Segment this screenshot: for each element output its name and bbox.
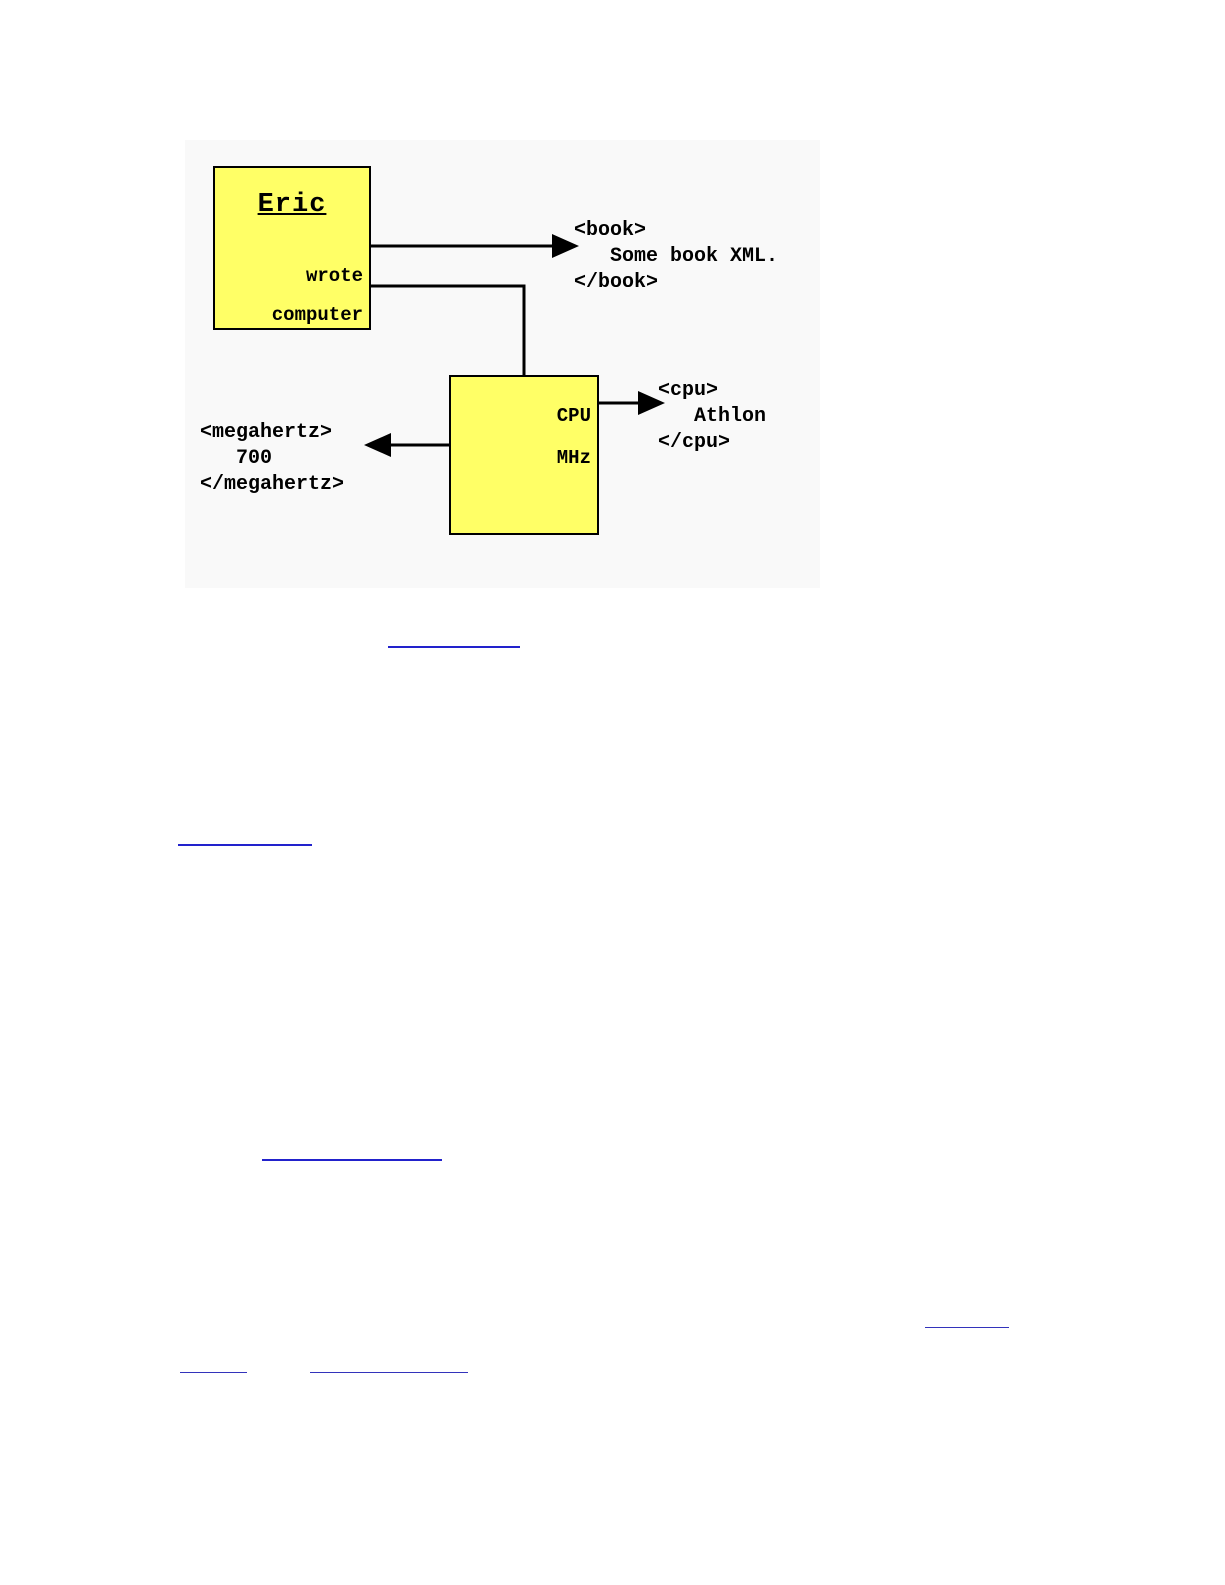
xml-block-book: <book> Some book XML. </book> xyxy=(574,219,779,294)
document-link-1[interactable] xyxy=(388,646,520,648)
document-link-4[interactable] xyxy=(925,1327,1009,1328)
xml-block-megahertz: <megahertz> 700 </megahertz> xyxy=(200,421,345,496)
node-eric-field-computer: computer xyxy=(271,304,363,326)
document-link-5[interactable] xyxy=(180,1372,247,1373)
diagram-figure xyxy=(185,140,820,588)
node-eric xyxy=(213,166,371,330)
document-link-2[interactable] xyxy=(178,844,312,846)
document-link-3[interactable] xyxy=(262,1159,442,1161)
node-eric-field-wrote: wrote xyxy=(305,265,363,287)
node-cpu-field-cpu: CPU xyxy=(556,405,591,427)
node-cpu-field-mhz: MHz xyxy=(556,447,591,469)
document-link-6[interactable] xyxy=(310,1372,468,1373)
node-cpu xyxy=(449,375,599,535)
node-eric-title: Eric xyxy=(257,190,327,220)
xml-block-cpu: <cpu> Athlon </cpu> xyxy=(658,379,767,454)
